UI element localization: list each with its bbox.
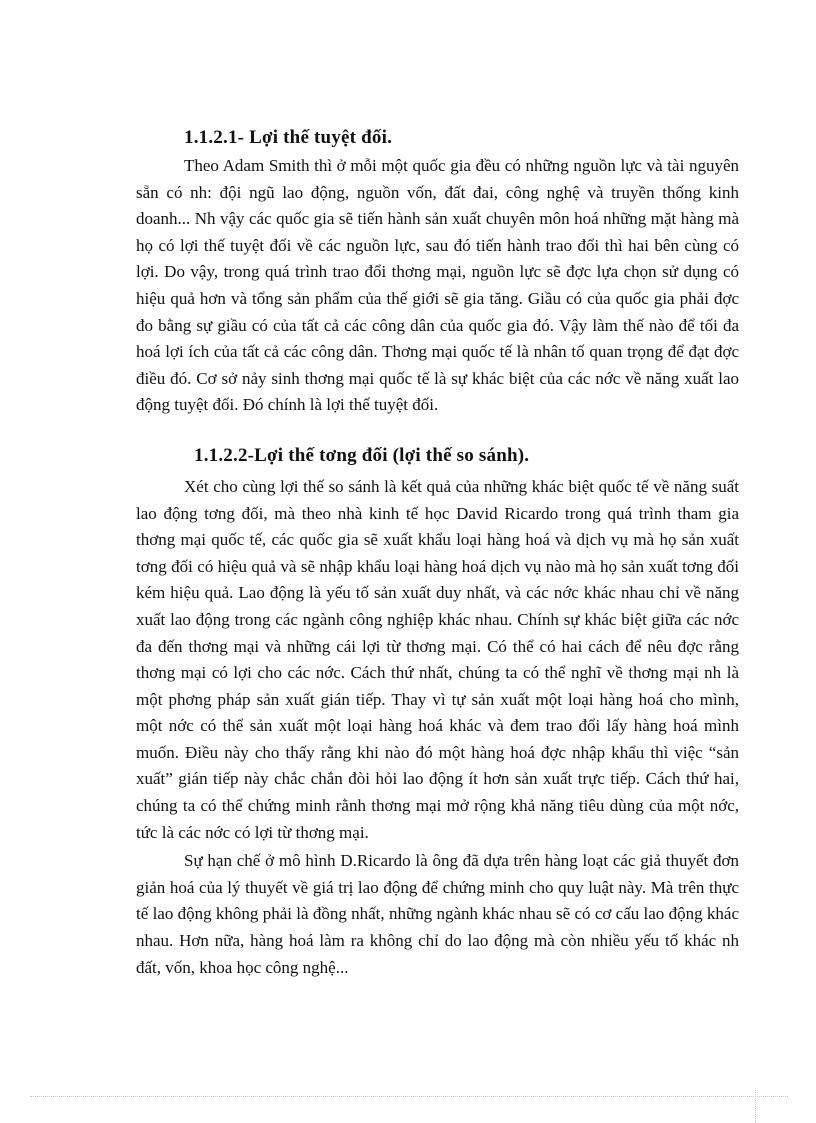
paragraph-ricardo-limitations: Sự hạn chế ở mô hình D.Ricardo là ông đã dựa trên hàng loạt các giả thuyết đơn giản hoá của lý thuyết về giá trị lao động để chứng minh cho quy luật này. Mà trên thực tế lao động không phải là đồng nhất, những ngành khác nhau sẽ có cơ cấu lao động khác nhau. Hơn nữa, hàng hoá làm ra không chỉ do lao động mà còn nhiều yếu tố khác nh đất, vốn, khoa học công nghệ...: [136, 851, 739, 977]
section-heading-absolute-advantage: 1.1.2.1- Lợi thế tuyệt đối.: [184, 127, 393, 148]
paragraph-absolute-advantage: Theo Adam Smith thì ở mỗi một quốc gia đều có những nguồn lực và tài nguyên sẵn có nh: đội ngũ lao động, nguồn vốn, đất đai, công nghệ và truyền thống kinh doanh... Nh vậy các quốc gia sẽ tiến hành sản xuất chuyên môn hoá những mặt hàng mà họ có lợi thế tuyệt đối về các nguồn lực, sau đó tiến hành trao đổi thì hai bên cùng có lợi. Do vậy, trong quá trình trao đổi thơng mại, nguồn lực sẽ đợc lựa chọn sử dụng có hiệu quả hơn và tổng sản phẩm của thế giới sẽ gia tăng. Giầu có của quốc gia phải đợc đo bằng sự giầu có của tất cả các công dân của quốc gia đó. Vậy làm thế nào để tối đa hoá lợi ích của tất cả các công dân. Thơng mại quốc tế là nhân tố quan trọng để đạt đợc điều đó. Cơ sở nảy sinh thơng mại quốc tế là sự khác biệt của các nớc về năng xuất lao động tuyệt đối. Đó chính là lợi thế tuyệt đối.: [136, 156, 739, 415]
document-body: [136, 126, 739, 981]
section-heading-comparative-advantage: 1.1.2.2-Lợi thế tơng đối (lợi thế so sánh).: [194, 444, 530, 466]
page-footer-divider: [30, 1096, 788, 1097]
paragraph-comparative-advantage: Xét cho cùng lợi thế so sánh là kết quả của những khác biệt quốc tế về năng suất lao động tơng đối, mà theo nhà kinh tế học David Ricardo trong quá trình tham gia thơng mại quốc tế, các quốc gia sẽ xuất khẩu loại hàng hoá và dịch vụ mà họ sản xuất tơng đối có hiệu quả và sẽ nhập khẩu loại hàng hoá dịch vụ nào mà họ sản xuất tơng đối kém hiệu quả. Lao động là yếu tố sản xuất duy nhất, và các nớc khác nhau chỉ về năng xuất lao động trong các ngành công nghiệp khác nhau. Chính sự khác biệt giữa các nớc đa đến thơng mại và những cái lợi từ thơng mại. Có thể có hai cách để nêu đợc rằng thơng mại có lợi cho các nớc. Cách thứ nhất, chúng ta có thể nghĩ về thơng mại nh là một phơng pháp sản xuất gián tiếp. Thay vì tự sản xuất một loại hàng hoá cho mình, một nớc có thể sản xuất một loại hàng hoá khác và đem trao đổi lấy hàng hoá mình muốn. Điều này cho thấy rằng khi nào đó một hàng hoá đợc nhập khẩu thì việc “sản xuất” gián tiếp này chắc chắn đòi hỏi lao động ít hơn sản xuất trực tiếp. Cách thứ hai, chúng ta có thể chứng minh rằnh thơng mại mở rộng khả năng tiêu dùng của một nớc, tức là các nớc có lợi từ thơng mại.: [136, 476, 739, 842]
page-corner-mark: [755, 1090, 757, 1123]
